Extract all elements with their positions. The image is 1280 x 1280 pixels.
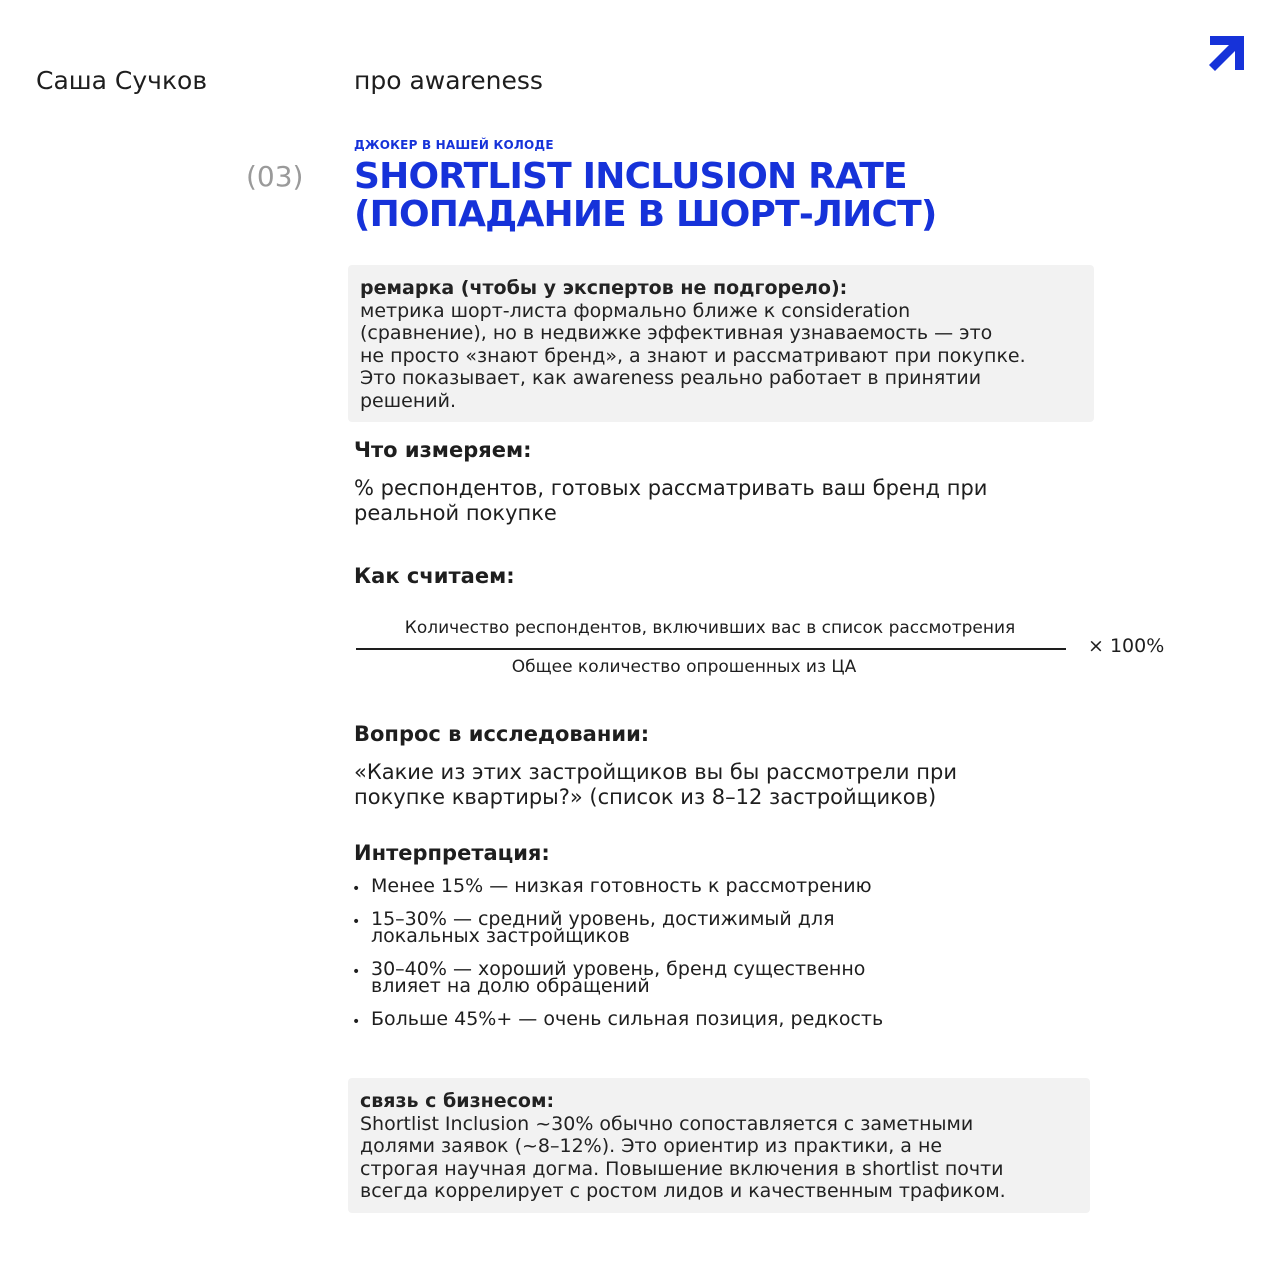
arrow-up-right-icon <box>1206 34 1246 74</box>
bullet-icon: • <box>352 881 361 897</box>
list-item-line: 30–40% — хороший уровень, бренд существенно <box>371 958 866 980</box>
bullet-icon: • <box>352 964 361 980</box>
section-title <box>354 158 1254 234</box>
remark-line: не просто «знают бренд», а знают и рассматривают при покупке. <box>360 344 1026 367</box>
remark-line: решений. <box>360 389 456 412</box>
list-item-line: Менее 15% — низкая готовность к рассмотрению <box>371 875 872 897</box>
list-item-line: локальных застройщиков <box>371 925 630 947</box>
formula-numerator: Количество респондентов, включивших вас в список рассмотрения <box>404 618 1016 638</box>
measure-line: % респондентов, готовых рассматривать ваш бренд при <box>354 476 988 500</box>
bullet-icon: • <box>352 1014 361 1030</box>
calc-heading: Как считаем: <box>354 564 515 588</box>
author-name: Саша Сучков <box>36 66 208 95</box>
remark-box <box>348 265 1094 422</box>
list-item <box>352 1008 1132 1030</box>
business-line: Shortlist Inclusion ~30% обычно сопоставляется с заметными <box>360 1112 974 1135</box>
business-heading: связь с бизнесом: <box>360 1090 555 1112</box>
business-line: строгая научная догма. Повышение включения в shortlist почти <box>360 1157 1004 1180</box>
measure-heading: Что измеряем: <box>354 438 532 462</box>
formula-multiplier: × 100% <box>1088 635 1165 657</box>
list-item-line: влияет на долю обращений <box>371 975 650 997</box>
formula-denominator: Общее количество опрошенных из ЦА <box>511 657 857 677</box>
section-title-line: SHORTLIST INCLUSION RATE <box>354 156 907 197</box>
bullet-icon: • <box>352 914 361 930</box>
list-item-line: Больше 45%+ — очень сильная позиция, редкость <box>371 1008 884 1030</box>
interpretation-list <box>352 875 1132 1044</box>
question-line: «Какие из этих застройщиков вы бы рассмотрели при <box>354 760 957 784</box>
remark-line: метрика шорт-листа формально ближе к consideration <box>360 299 911 322</box>
section-kicker: ДЖОКЕР В НАШЕЙ КОЛОДЕ <box>354 138 554 152</box>
business-box <box>348 1078 1090 1213</box>
remark-heading: ремарка (чтобы у экспертов не подгорело): <box>360 277 848 299</box>
list-item <box>352 908 1132 947</box>
section-title-line: (ПОПАДАНИЕ В ШОРТ-ЛИСТ) <box>354 194 937 235</box>
topic-label: про awareness <box>354 66 543 95</box>
business-line: всегда коррелирует с ростом лидов и качественным трафиком. <box>360 1180 1006 1202</box>
section-number: (03) <box>246 160 304 193</box>
list-item <box>352 875 1132 897</box>
question-line: покупке квартиры?» (список из 8–12 застройщиков) <box>354 785 937 809</box>
list-item <box>352 958 1132 997</box>
interpretation-heading: Интерпретация: <box>354 841 550 865</box>
question-text <box>354 760 1114 810</box>
question-heading: Вопрос в исследовании: <box>354 722 650 746</box>
measure-line: реальной покупке <box>354 501 557 525</box>
remark-line: (сравнение), но в недвижке эффективная узнаваемость — это <box>360 322 993 344</box>
remark-line: Это показывает, как awareness реально работает в принятии <box>360 367 982 389</box>
list-item-line: 15–30% — средний уровень, достижимый для <box>371 908 835 930</box>
measure-text <box>354 476 1114 526</box>
business-line: долями заявок (~8–12%). Это ориентир из практики, а не <box>360 1135 943 1157</box>
formula-fraction-line <box>356 648 1066 650</box>
